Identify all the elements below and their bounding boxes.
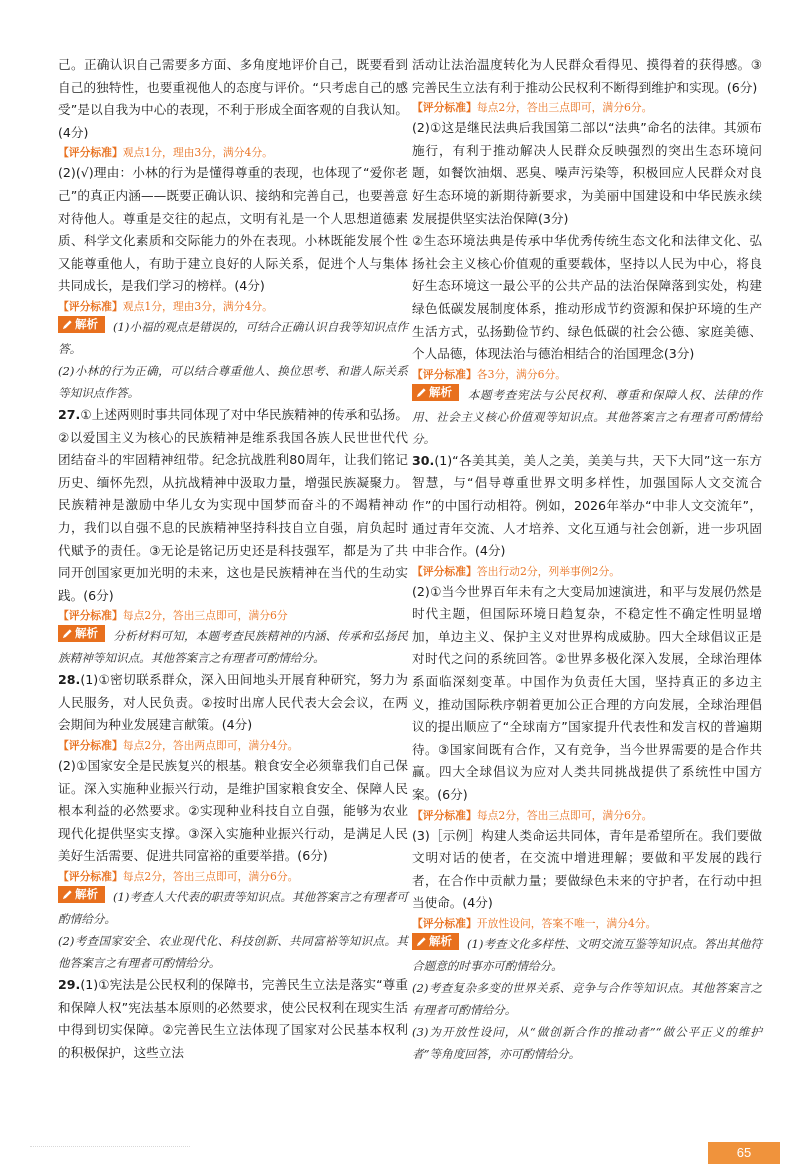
explanation-text: (1)考查文化多样性、文明交流互鉴等知识点。答出其他符合题意的时事亦可酌情给分。 (412, 937, 762, 973)
scoring-standard-text: 各3分，满分6分。 (476, 367, 567, 381)
scoring-standard (58, 144, 408, 162)
answer-paragraph (412, 825, 762, 915)
answer-text: (1)“各美其美，美人之美，美美与共，天下大同”这一东方智慧，与“倡导尊重世界文明多样性，加强国际人文交流合作”的中国行动相符。例如，2026年举办“中非人文交流年”，通过青年交流、人才培养、文化互通与社会创新，进一步巩固中非合作。(4分) (412, 452, 762, 559)
analysis-badge-label: 解析 (75, 316, 98, 331)
scoring-standard-text: 观点1分，理由3分，满分4分。 (122, 146, 273, 160)
answer-paragraph (58, 162, 408, 298)
scoring-standard (412, 366, 762, 384)
answer-paragraph (58, 669, 408, 737)
question-number: 29. (58, 977, 81, 993)
answer-text: (2)①国家安全是民族复兴的根基。粮食安全必须靠我们自己保证。深入实施种业振兴行动，是维护国家粮食安全、保障人民根本利益的必然要求。②实现种业科技自立自强，能够为农业现代化提供坚实支撑。③深入实施种业振兴行动，是满足人民美好生活需要、促进共同富裕的重要举措。(6分) (58, 758, 408, 864)
scoring-standard-tag: 【评分标准】 (58, 299, 123, 313)
footer-rule (30, 1146, 190, 1155)
explanation (412, 977, 762, 1021)
analysis-badge (412, 384, 459, 401)
explanation (412, 933, 762, 977)
explanation-text: (2)考查国家安全、农业现代化、科技创新、共同富裕等知识点。其他答案言之有理者可酌情给分。 (58, 934, 408, 971)
explanation-text: (3)为开放性设问，从“做创新合作的推动者”“做公平正义的维护者”等角度回答，亦可酌情给分。 (412, 1025, 762, 1061)
answer-text: 活动让法治温度转化为人民群众看得见、摸得着的获得感。③完善民生立法有利于推动公民权利不断得到维护和实现。(6分) (412, 57, 762, 95)
question-number: 30. (412, 452, 435, 468)
pencil-icon (62, 628, 73, 639)
explanation-text: (1)小福的观点是错误的，可结合正确认识自我等知识点作答。 (58, 319, 408, 356)
answer-text: ①上述两则时事共同体现了对中华民族精神的传承和弘扬。②以爱国主义为核心的民族精神是维系我国各族人民世世代代团结奋斗的牢固精神纽带。纪念抗战胜利80周年，让我们铭记历史、缅怀先烈，从抗战精神中汲取力量，增强民族凝聚力。民族精神是激励中华儿女为实现中国梦而奋斗的不竭精神动力，我们以自强不息的民族精神坚持科技自立自强，肩负起时代赋予的责任。③无论是铭记历史还是科技强军，都是为了共同开创国家更加光明的未来，这也是民族精神在当代的生动实践。(6分) (58, 406, 408, 603)
scoring-standard-tag: 【评分标准】 (412, 101, 477, 115)
scoring-standard-text: 答出行动2分，列举事例2分。 (476, 564, 621, 578)
pencil-icon (62, 319, 73, 330)
scoring-standard-tag: 【评分标准】 (58, 609, 123, 623)
scoring-standard-tag: 【评分标准】 (412, 564, 477, 578)
answer-text: (2)①这是继民法典后我国第二部以“法典”命名的法律。其颁布施行，有利于推动解决人民群众反映强烈的突出生态环境问题，如餐饮油烟、恶臭、噪声污染等，积极回应人民群众对良好生态环境的新期待新要求，为美丽中国建设和中华民族永续发展提供坚实法治保障(3分) (412, 120, 762, 226)
answer-paragraph (58, 54, 408, 144)
scoring-standard-tag: 【评分标准】 (412, 808, 477, 822)
answer-paragraph (412, 117, 762, 230)
explanation-text: 分析材料可知，本题考查民族精神的内涵、传承和弘扬民族精神等知识点。其他答案言之有理者可酌情给分。 (58, 629, 408, 666)
scoring-standard-text: 每点2分，答出两点即可，满分4分。 (122, 739, 299, 753)
answer-paragraph (412, 450, 762, 563)
explanation (58, 625, 408, 669)
scoring-standard (412, 99, 762, 117)
scoring-standard-tag: 【评分标准】 (58, 870, 123, 884)
answer-text: (1)①密切联系群众，深入田间地头开展育种研究，努力为人民服务，对人民负责。②按时出席人民代表大会会议，在两会期间为种业发展建言献策。(4分) (58, 672, 408, 733)
scoring-standard (412, 915, 762, 933)
scoring-standard-text: 开放性设问，答案不唯一，满分4分。 (476, 917, 657, 930)
explanation (58, 316, 408, 360)
answer-text: (1)①宪法是公民权利的保障书，完善民生立法是落实“尊重和保障人权”宪法基本原则的必然要求，使公民权利在现实生活中得到切实保障。②完善民生立法体现了国家对公民基本权利的积极保护，这些立法 (58, 977, 408, 1060)
explanation-text: 本题考查宪法与公民权利、尊重和保障人权、法律的作用、社会主义核心价值观等知识点。其他答案言之有理者可酌情给分。 (412, 387, 762, 446)
scoring-standard-tag: 【评分标准】 (58, 146, 123, 160)
explanation-text: (2)考查复杂多变的世界关系、竞争与合作等知识点。其他答案言之有理者可酌情给分。 (412, 981, 762, 1017)
analysis-badge (58, 625, 105, 642)
analysis-badge-label: 解析 (429, 934, 452, 948)
scoring-standard-tag: 【评分标准】 (412, 367, 477, 381)
answer-text: 己。正确认识自己需要多方面、多角度地评价自己，既要看到自己的独特性，也要重视他人的态度与评价。“只考虑自己的感受”是以自我为中心的表现，不利于形成全面客观的自我认知。(4分) (58, 57, 408, 140)
scoring-standard (58, 298, 408, 316)
analysis-badge (58, 316, 105, 333)
right-column (412, 54, 762, 1065)
analysis-badge (58, 886, 105, 903)
scoring-standard-text: 每点2分，答出三点即可，满分6分 (122, 609, 288, 623)
scoring-standard-tag: 【评分标准】 (412, 917, 477, 930)
answer-text: (2)①当今世界百年未有之大变局加速演进，和平与发展仍然是时代主题，但国际环境日趋复杂，不稳定性不确定性明显增加，单边主义、保护主义对世界构成威胁。四大全球倡议正是对时代之问的系统回答。②世界多极化深入发展，全球治理体系面临深刻变革。中国作为负责任大国，坚持真正的多边主义，推动国际秩序朝着更加公正合理的方向发展，全球治理倡议的提出顺应了“全球南方”国家提升代表性和发言权的普遍期待。③国家间既有合作，又有竞争，当今世界需要的是合作共赢。四大全球倡议为应对人类共同挑战提供了系统性中国方案。(6分) (412, 583, 762, 803)
explanation-text: (2)小林的行为正确，可以结合尊重他人、换位思考、和谐人际关系等知识点作答。 (58, 363, 408, 400)
answer-paragraph (412, 230, 762, 366)
analysis-badge-label: 解析 (75, 626, 98, 641)
page-number: 65 (708, 1142, 780, 1164)
scoring-standard (412, 807, 762, 825)
pencil-icon (416, 936, 427, 947)
answer-paragraph (58, 404, 408, 607)
scoring-standard-tag: 【评分标准】 (58, 739, 123, 753)
explanation (58, 360, 408, 404)
question-number: 28. (58, 672, 81, 688)
answer-paragraph (58, 755, 408, 868)
answer-text: (2)(√)理由：小林的行为是懂得尊重的表现，也体现了“爱你老己”的真正内涵——既要正确认识、接纳和完善自己，也要善意对待他人。尊重是交往的起点，文明有礼是一个人思想道德素质、科学文化素质和交际能力的外在表现。小林既能发展个性又能尊重他人，有助于建立良好的人际关系，促进个人与集体共同成长，是我们学习的榜样。(4分) (58, 165, 408, 294)
pencil-icon (62, 889, 73, 900)
explanation (58, 930, 408, 974)
pencil-icon (416, 387, 427, 398)
explanation-text: (1)考查人大代表的职责等知识点。其他答案言之有理者可酌情给分。 (58, 890, 408, 927)
scoring-standard-text: 每点2分，答出三点即可，满分6分。 (476, 101, 653, 115)
scoring-standard-text: 每点2分，答出三点即可，满分6分。 (122, 870, 299, 884)
answer-text: ②生态环境法典是传承中华优秀传统生态文化和法律文化、弘扬社会主义核心价值观的重要载体，坚持以人民为中心，将良好生态环境这一最公平的公共产品的法治保障落到实处，构建绿色低碳发展制度体系，推动形成节约资源和保护环境的生产生活方式，弘扬勤俭节约、绿色低碳的社会公德、家庭美德、个人品德，体现法治与德治相结合的治国理念(3分) (412, 233, 762, 362)
explanation (412, 1021, 762, 1065)
explanation (412, 384, 762, 450)
answer-paragraph (58, 974, 408, 1064)
analysis-badge-label: 解析 (75, 887, 98, 902)
answer-paragraph (412, 54, 762, 99)
answer-text: (3)［示例］构建人类命运共同体，青年是希望所在。我们要做文明对话的使者，在交流中增进理解；要做和平发展的践行者，在合作中贡献力量；要做绿色未来的守护者，在行动中担当使命。(4分) (412, 827, 762, 911)
scoring-standard (58, 737, 408, 755)
question-number: 27. (58, 406, 81, 422)
scoring-standard (58, 868, 408, 886)
scoring-standard (58, 607, 408, 625)
scoring-standard-text: 每点2分，答出三点即可，满分6分。 (476, 808, 653, 822)
left-column (58, 54, 408, 1064)
analysis-badge-label: 解析 (429, 384, 452, 399)
answer-paragraph (412, 581, 762, 807)
analysis-badge (412, 933, 459, 950)
scoring-standard (412, 563, 762, 581)
explanation (58, 886, 408, 930)
scoring-standard-text: 观点1分，理由3分，满分4分。 (122, 299, 273, 313)
